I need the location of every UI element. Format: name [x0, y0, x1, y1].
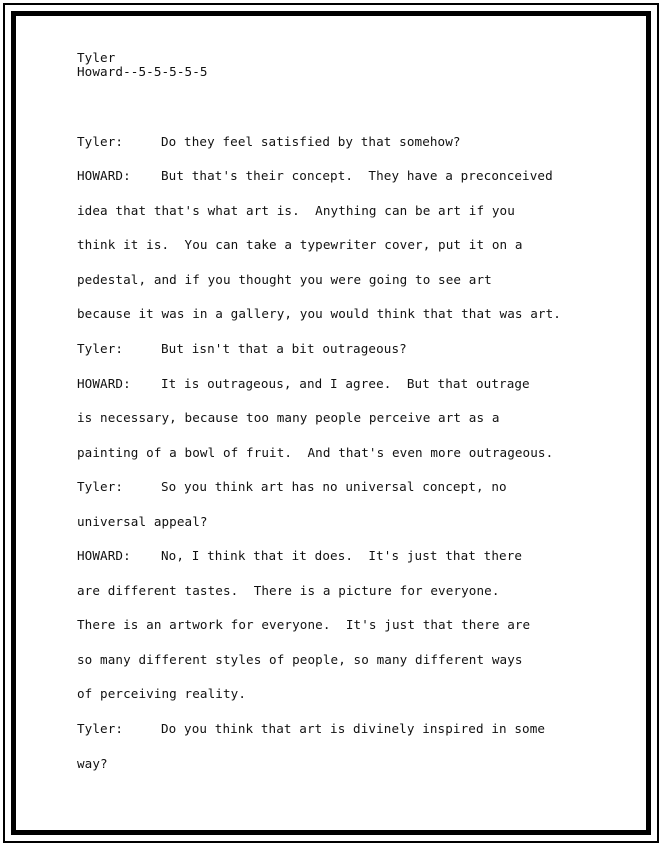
speaker-label: Tyler:	[77, 341, 124, 356]
transcript-line	[77, 341, 407, 357]
line-text: of perceiving reality.	[77, 686, 247, 701]
header-page-id: Howard--5-5-5-5-5	[77, 64, 208, 79]
line-text: are different tastes. There is a picture for everyone.	[77, 583, 500, 598]
transcript-line	[77, 548, 522, 564]
transcript-line	[77, 756, 108, 772]
line-text: way?	[77, 756, 108, 771]
transcript-line	[77, 410, 500, 426]
transcript-line	[77, 721, 545, 737]
line-text: universal appeal?	[77, 514, 208, 529]
transcript-line	[77, 272, 492, 288]
line-text: is necessary, because too many people perceive art as a	[77, 410, 500, 425]
speaker-label: Tyler:	[77, 479, 124, 494]
transcript-line	[77, 617, 530, 633]
transcript-line	[77, 583, 500, 599]
line-text: But isn't that a bit outrageous?	[161, 341, 407, 356]
transcript-line	[77, 686, 246, 702]
line-text: No, I think that it does. It's just that there	[161, 548, 523, 563]
transcript-line	[77, 203, 515, 219]
transcript-line	[77, 445, 553, 461]
header-name: Tyler	[77, 50, 116, 65]
transcript-line	[77, 168, 553, 184]
line-text: Do you think that art is divinely inspired in some	[161, 721, 546, 736]
transcript-line	[77, 479, 507, 495]
transcript-line	[77, 134, 461, 150]
line-text: because it was in a gallery, you would think that that was art.	[77, 306, 561, 321]
speaker-label: HOWARD:	[77, 548, 131, 563]
speaker-label: Tyler:	[77, 134, 124, 149]
line-text: think it is. You can take a typewriter cover, put it on a	[77, 237, 523, 252]
speaker-label: Tyler:	[77, 721, 124, 736]
line-text: Do they feel satisfied by that somehow?	[161, 134, 461, 149]
line-text: pedestal, and if you thought you were going to see art	[77, 272, 492, 287]
transcript-line	[77, 237, 523, 253]
line-text: painting of a bowl of fruit. And that's even more outrageous.	[77, 445, 554, 460]
line-text: So you think art has no universal concept, no	[161, 479, 507, 494]
speaker-label: HOWARD:	[77, 376, 131, 391]
line-text: But that's their concept. They have a preconceived	[161, 168, 553, 183]
line-text: so many different styles of people, so many different ways	[77, 652, 523, 667]
line-text: There is an artwork for everyone. It's just that there are	[77, 617, 531, 632]
transcript-line	[77, 652, 523, 668]
line-text: It is outrageous, and I agree. But that outrage	[161, 376, 530, 391]
line-text: idea that that's what art is. Anything can be art if you	[77, 203, 515, 218]
transcript-line	[77, 514, 208, 530]
transcript-line	[77, 376, 530, 392]
speaker-label: HOWARD:	[77, 168, 131, 183]
transcript-line	[77, 306, 561, 322]
